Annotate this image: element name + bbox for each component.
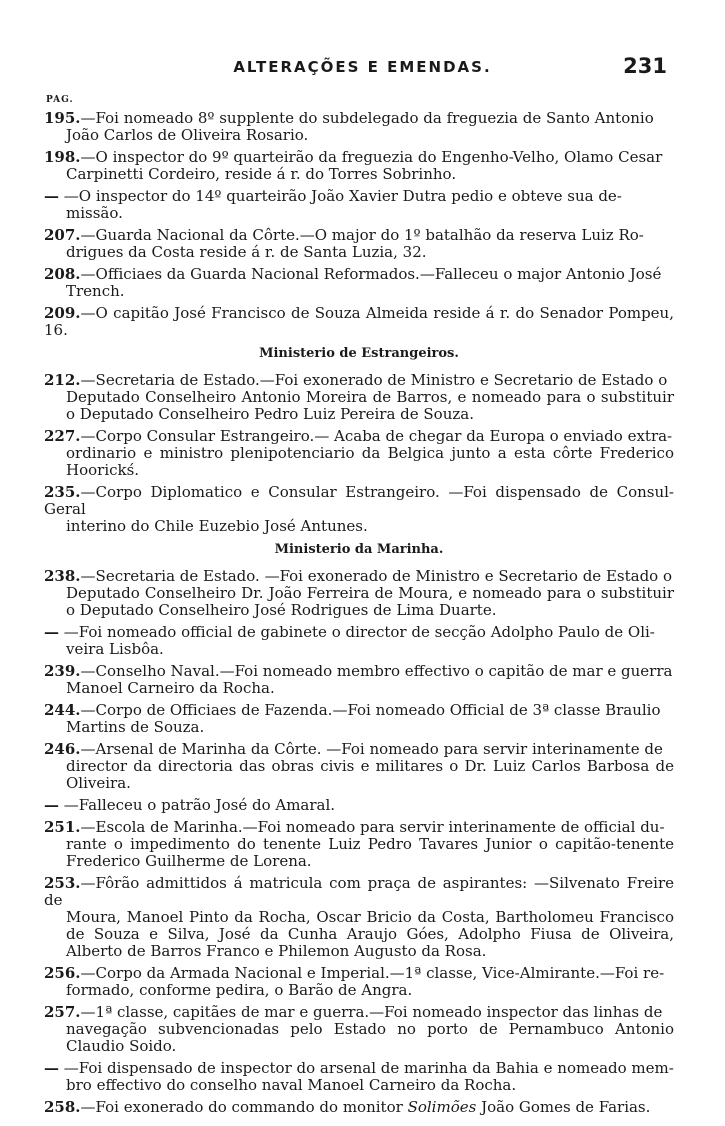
entry-text: —Foi nomeado 8º supplente do subdelegado da freguezia de Santo Antonio [80, 109, 654, 127]
entry-number: 207. [44, 226, 81, 244]
entry-number: — [44, 1059, 59, 1077]
entry-number: 258. [44, 1098, 81, 1116]
entry-number: 227. [44, 427, 81, 445]
entry-text: —Guarda Nacional da Côrte.—O major do 1º batalhão da reserva Luiz Ro- [80, 226, 644, 244]
entry-238 [44, 568, 674, 619]
entry-number: — [44, 187, 59, 205]
entry-257-dash [44, 1060, 674, 1094]
entry-number: 209. [44, 304, 81, 322]
pag-column-label: PAG. [46, 95, 74, 105]
entry-244 [44, 702, 674, 736]
entry-continuation: rante o impedimento do tenente Luiz Pedro Tavares Junior o capitão-tenente Frederico Guilherme de Lorena. [66, 835, 674, 870]
entry-253 [44, 875, 674, 960]
entry-text: —O capitão José Francisco de Souza Almeida reside á r. do Senador Pompeu, 16. [44, 304, 674, 339]
entry-number: 239. [44, 662, 81, 680]
entry-text: —Foi dispensado de inspector do arsenal de marinha da Bahia e nomeado mem- [63, 1059, 674, 1077]
entry-number: 235. [44, 483, 81, 501]
entry-number: 198. [44, 148, 81, 166]
entry-continuation: Martins de Souza. [66, 718, 205, 736]
entry-text: —Fôrão admittidos á matricula com praça de aspirantes: —Silvenato Freire de [44, 874, 674, 909]
entry-text: —Secretaria de Estado.—Foi exonerado de Ministro e Secretario de Estado o [80, 371, 668, 389]
entry-number: 244. [44, 701, 81, 719]
entry-number: 208. [44, 265, 81, 283]
section-heading-marinha: Ministerio da Marinha. [274, 542, 444, 557]
entry-number: 251. [44, 818, 81, 836]
entry-number: 253. [44, 874, 81, 892]
entry-number: — [44, 796, 59, 814]
ship-name: Solimões [407, 1098, 477, 1116]
entry-continuation: ordinario e ministro plenipotenciario da Belgica junto a esta côrte Frederico Hoorickś. [66, 444, 674, 479]
entry-text: —O inspector do 14º quarteirão João Xavier Dutra pedio e obteve sua de- [63, 187, 622, 205]
entry-continuation: director da directoria das obras civis e militares o Dr. Luiz Carlos Barbosa de Oliveira. [66, 757, 674, 792]
entry-text: —Arsenal de Marinha da Côrte. —Foi nomeado para servir interinamente de [80, 740, 663, 758]
entry-195 [44, 110, 674, 144]
entry-text: —Corpo Consular Estrangeiro.— Acaba de chegar da Europa o enviado extra- [80, 427, 673, 445]
entry-number: 246. [44, 740, 81, 758]
entry-number: 238. [44, 567, 81, 585]
entry-207 [44, 227, 674, 261]
entry-209 [44, 305, 674, 339]
entry-number: 195. [44, 109, 81, 127]
entry-continuation: Deputado Conselheiro Dr. João Ferreira de Moura, e nomeado para o substituir o Deputado Conselheiro José Rodrigues de Lima Duarte. [66, 584, 674, 619]
entry-227 [44, 428, 674, 479]
entry-continuation: Trench. [66, 282, 125, 300]
entry-257 [44, 1004, 674, 1055]
entry-239 [44, 663, 674, 697]
entry-continuation: navegação subvencionadas pelo Estado no porto de Pernambuco Antonio Claudio Soido. [66, 1020, 674, 1055]
entry-number: 256. [44, 964, 81, 982]
entry-text: —Foi nomeado official de gabinete o director de secção Adolpho Paulo de Oli- [63, 623, 655, 641]
entry-number: 257. [44, 1003, 81, 1021]
entry-text: —1ª classe, capitães de mar e guerra.—Foi nomeado inspector das linhas de [80, 1003, 663, 1021]
entry-continuation: bro effectivo do conselho naval Manoel Carneiro da Rocha. [66, 1076, 517, 1094]
entry-258 [44, 1099, 674, 1116]
entry-continuation: drigues da Costa reside á r. de Santa Luzia, 32. [66, 243, 427, 261]
entry-212 [44, 372, 674, 423]
entry-text: —Corpo de Officiaes de Fazenda.—Foi nomeado Official de 3ª classe Braulio [80, 701, 661, 719]
entry-text: —Foi exonerado do commando do monitor [80, 1098, 403, 1116]
page-number: 231 [623, 54, 667, 78]
entry-246-dash [44, 797, 674, 814]
entry-continuation: Carpinetti Cordeiro, reside á r. do Torres Sobrinho. [66, 165, 457, 183]
entry-text: —Officiaes da Guarda Nacional Reformados.—Falleceu o major Antonio José [80, 265, 662, 283]
entry-text: —Escola de Marinha.—Foi nomeado para servir interinamente de official du- [80, 818, 665, 836]
entry-text: —Secretaria de Estado. —Foi exonerado de Ministro e Secretario de Estado o [80, 567, 673, 585]
entry-198 [44, 149, 674, 183]
entry-continuation: formado, conforme pedira, o Barão de Angra. [66, 981, 413, 999]
entry-continuation: Moura, Manoel Pinto da Rocha, Oscar Bricio da Costa, Bartholomeu Francisco de Souza e Silva, José da Cunha Araujo Góes, Adolpho Fiusa de Oliveira, Alberto de Barros Franco e Philemon Augusto da Rosa. [66, 908, 674, 960]
entry-text: —O inspector do 9º quarteirão da freguezia do Engenho-Velho, Olamo Cesar [80, 148, 663, 166]
page-header-title: ALTERAÇÕES E EMENDAS. [233, 58, 492, 76]
entry-continuation: João Carlos de Oliveira Rosario. [66, 126, 309, 144]
entry-text: —Conselho Naval.—Foi nomeado membro effectivo o capitão de mar e guerra [80, 662, 673, 680]
entry-text: —Falleceu o patrão José do Amaral. [63, 796, 336, 814]
entry-256 [44, 965, 674, 999]
entry-246 [44, 741, 674, 792]
entry-251 [44, 819, 674, 870]
entry-continuation: missão. [66, 204, 123, 222]
entry-235 [44, 484, 674, 535]
entry-208 [44, 266, 674, 300]
entry-continuation: Manoel Carneiro da Rocha. [66, 679, 275, 697]
entry-number: — [44, 623, 59, 641]
entry-text-after: João Gomes de Farias. [481, 1098, 651, 1116]
entry-198-dash [44, 188, 674, 222]
entry-238-dash [44, 624, 674, 658]
entry-text: —Corpo Diplomatico e Consular Estrangeiro. —Foi dispensado de Consul-Geral [44, 483, 674, 518]
entry-continuation: interino do Chile Euzebio José Antunes. [66, 517, 368, 535]
entry-text: —Corpo da Armada Nacional e Imperial.—1ª classe, Vice-Almirante.—Foi re- [80, 964, 665, 982]
entry-number: 212. [44, 371, 81, 389]
section-heading-estrangeiros: Ministerio de Estrangeiros. [259, 346, 459, 361]
entry-continuation: veira Lisbôa. [66, 640, 164, 658]
entry-continuation: Deputado Conselheiro Antonio Moreira de Barros, e nomeado para o substituir o Deputado Conselheiro Pedro Luiz Pereira de Souza. [66, 388, 674, 423]
entries-list [44, 110, 674, 1116]
